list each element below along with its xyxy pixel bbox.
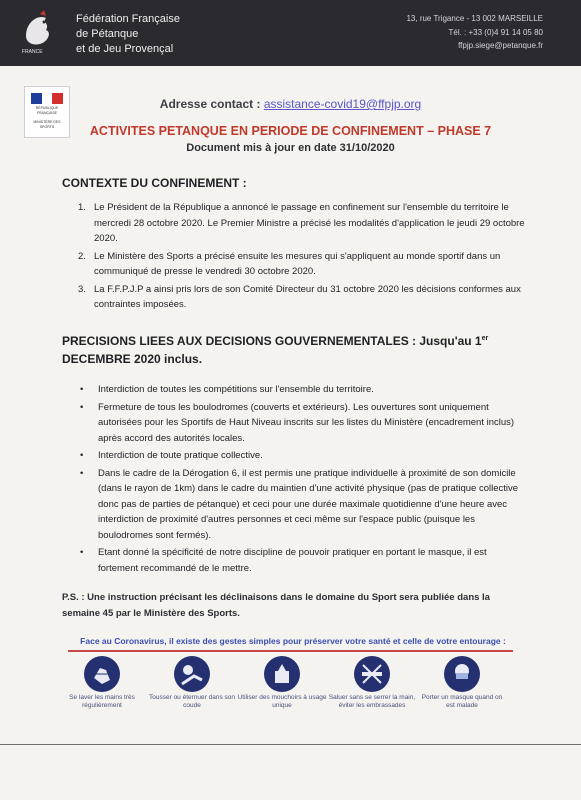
no-handshake-icon	[354, 656, 390, 692]
gesture-caption: Porter un masque quand on est malade	[421, 694, 503, 709]
federation-line: et de Jeu Provençal	[76, 43, 174, 55]
list-item-text: Le Ministère des Sports a précisé ensuite les mesures qui s'appliquent au monde sportif dans un communiqué de presse le vendredi 30 octobre 2020.	[94, 250, 501, 277]
gesture-caption: Saluer sans se serrer la main, éviter les embrassades	[328, 694, 416, 709]
mask-icon	[444, 656, 480, 692]
gesture-caption: Tousser ou éternuer dans son coude	[149, 694, 235, 709]
header-email[interactable]: ffpjp.siege@petanque.fr	[458, 41, 543, 50]
context-heading: CONTEXTE DU CONFINEMENT :	[62, 176, 247, 190]
header-contact	[406, 12, 543, 53]
footer-divider	[0, 744, 581, 745]
context-list	[78, 200, 528, 315]
contact-email-link[interactable]: assistance-covid19@ffpjp.org	[263, 97, 422, 111]
divider	[68, 650, 513, 652]
hand-wash-icon	[84, 656, 120, 692]
ministry-republique: RÉPUBLIQUE FRANÇAISE	[35, 106, 59, 115]
corona-title: Face au Coronavirus, il existe des gestes simples pour préserver votre santé et celle de votre entourage :	[80, 636, 506, 646]
list-item-text: Fermeture de tous les boulodromes (couverts et extérieurs). Les ouvertures sont uniquement autorisées pour les Sportifs de Haut Niveau inscrits sur les listes du Ministère (encadrement inclus) après accord des autorités locales.	[98, 401, 515, 444]
ministry-name: MINISTÈRE DES SPORTS	[33, 120, 61, 129]
list-item-text: Interdiction de toutes les compétitions sur l'ensemble du territoire.	[98, 384, 374, 395]
list-item: • Interdiction de toute pratique collective.	[80, 450, 263, 461]
federation-line: Fédération Française	[76, 13, 180, 25]
list-item: 1. Le Président de la République a annoncé le passage en confinement sur l'ensemble du territoire le mercredi 28 octobre 2020. Le Premier Ministre a précisé les modalités d'application le jeudi 29 octobre 2020.	[78, 202, 525, 244]
letterhead	[0, 0, 581, 66]
document-title: ACTIVITES PETANQUE EN PERIODE DE CONFINEMENT – PHASE 7	[89, 124, 492, 138]
header-address: 13, rue Trigance - 13 002 MARSEILLE	[406, 14, 543, 23]
cough-elbow-icon	[174, 656, 210, 692]
header-phone: Tél. : +33 (0)4 91 14 05 80	[448, 27, 543, 37]
gesture-caption: Se laver les mains très régulièrement	[69, 694, 135, 709]
contact-address	[0, 97, 581, 111]
list-item-text: Dans le cadre de la Dérogation 6, il est permis une pratique individuelle à proximité de son domicile (dans le rayon de 1km) dans le cadre du maintien d'une activité physique (pas de pratique collective donc pas de parties de pétanque) et ceci pour une durée maximale quotidienne d'une heure avec interdiction de proximité d'autres personnes et ceci même sur l'espace public (puisque les boulodromes sont fermés).	[98, 467, 519, 541]
list-item: 2. Le Ministère des Sports a précisé ensuite les mesures qui s'appliquent au monde sportif dans un communiqué de presse le vendredi 30 octobre 2020.	[78, 250, 501, 277]
barrier-gestures	[62, 656, 522, 712]
document-subtitle: Document mis à jour en date 31/10/2020	[186, 142, 395, 154]
list-item: • Interdiction de toutes les compétitions sur l'ensemble du territoire.	[80, 384, 374, 395]
gesture-caption: Utiliser des mouchoirs à usage unique	[237, 694, 327, 709]
contact-label: Adresse contact :	[159, 97, 261, 111]
list-item-text: Le Président de la République a annoncé le passage en confinement sur l'ensemble du territoire le mercredi 28 octobre 2020. Le Premier Ministre a précisé les modalités d'application le jeudi 29 octobre 2020.	[94, 202, 525, 244]
ffpjp-logo-icon	[16, 8, 60, 56]
list-item-text: Interdiction de toute pratique collective.	[98, 450, 263, 461]
list-item: • Dans le cadre de la Dérogation 6, il est permis une pratique individuelle à proximité de son domicile (dans le rayon de 1km) dans le cadre du maintien d'une activité physique (pas de pratique collective donc pas de parties de pétanque) et ceci pour une durée maximale quotidienne d'une heure avec interdiction de proximité d'autres personnes et ceci même sur l'espace public (puisque les boulodromes sont fermés).	[80, 467, 519, 541]
postscript: P.S. : Une instruction précisant les déclinaisons dans le domaine du Sport sera publiée dans la semaine 45 par le Ministère des Sports.	[62, 592, 490, 619]
precisions-list	[78, 382, 528, 578]
federation-line: de Pétanque	[76, 28, 139, 40]
list-item-text: La F.F.P.J.P a ainsi pris lors de son Comité Directeur du 31 octobre 2020 les décisions conformes aux contraintes imposées.	[94, 283, 521, 310]
tissue-icon	[264, 656, 300, 692]
list-item: 3. La F.F.P.J.P a ainsi pris lors de son Comité Directeur du 31 octobre 2020 les décisions conformes aux contraintes imposées.	[78, 283, 521, 310]
logo-text: FRANCE	[22, 49, 43, 55]
precisions-heading: PRECISIONS LIEES AUX DECISIONS GOUVERNEMENTALES : Jusqu'au 1er DECEMBRE 2020 inclus.	[62, 334, 489, 366]
list-item: • Etant donné la spécificité de notre discipline de pouvoir pratiquer en portant le masque, il est fortement recommandé de le mettre.	[80, 547, 487, 574]
list-item-text: Etant donné la spécificité de notre discipline de pouvoir pratiquer en portant le masque, il est fortement recommandé de le mettre.	[98, 547, 487, 574]
federation-name	[76, 12, 180, 57]
list-item: • Fermeture de tous les boulodromes (couverts et extérieurs). Les ouvertures sont uniquement autorisées pour les Sportifs de Haut Niveau inscrits sur les listes du Ministère (encadrement inclus) après accord des autorités locales.	[80, 401, 515, 444]
